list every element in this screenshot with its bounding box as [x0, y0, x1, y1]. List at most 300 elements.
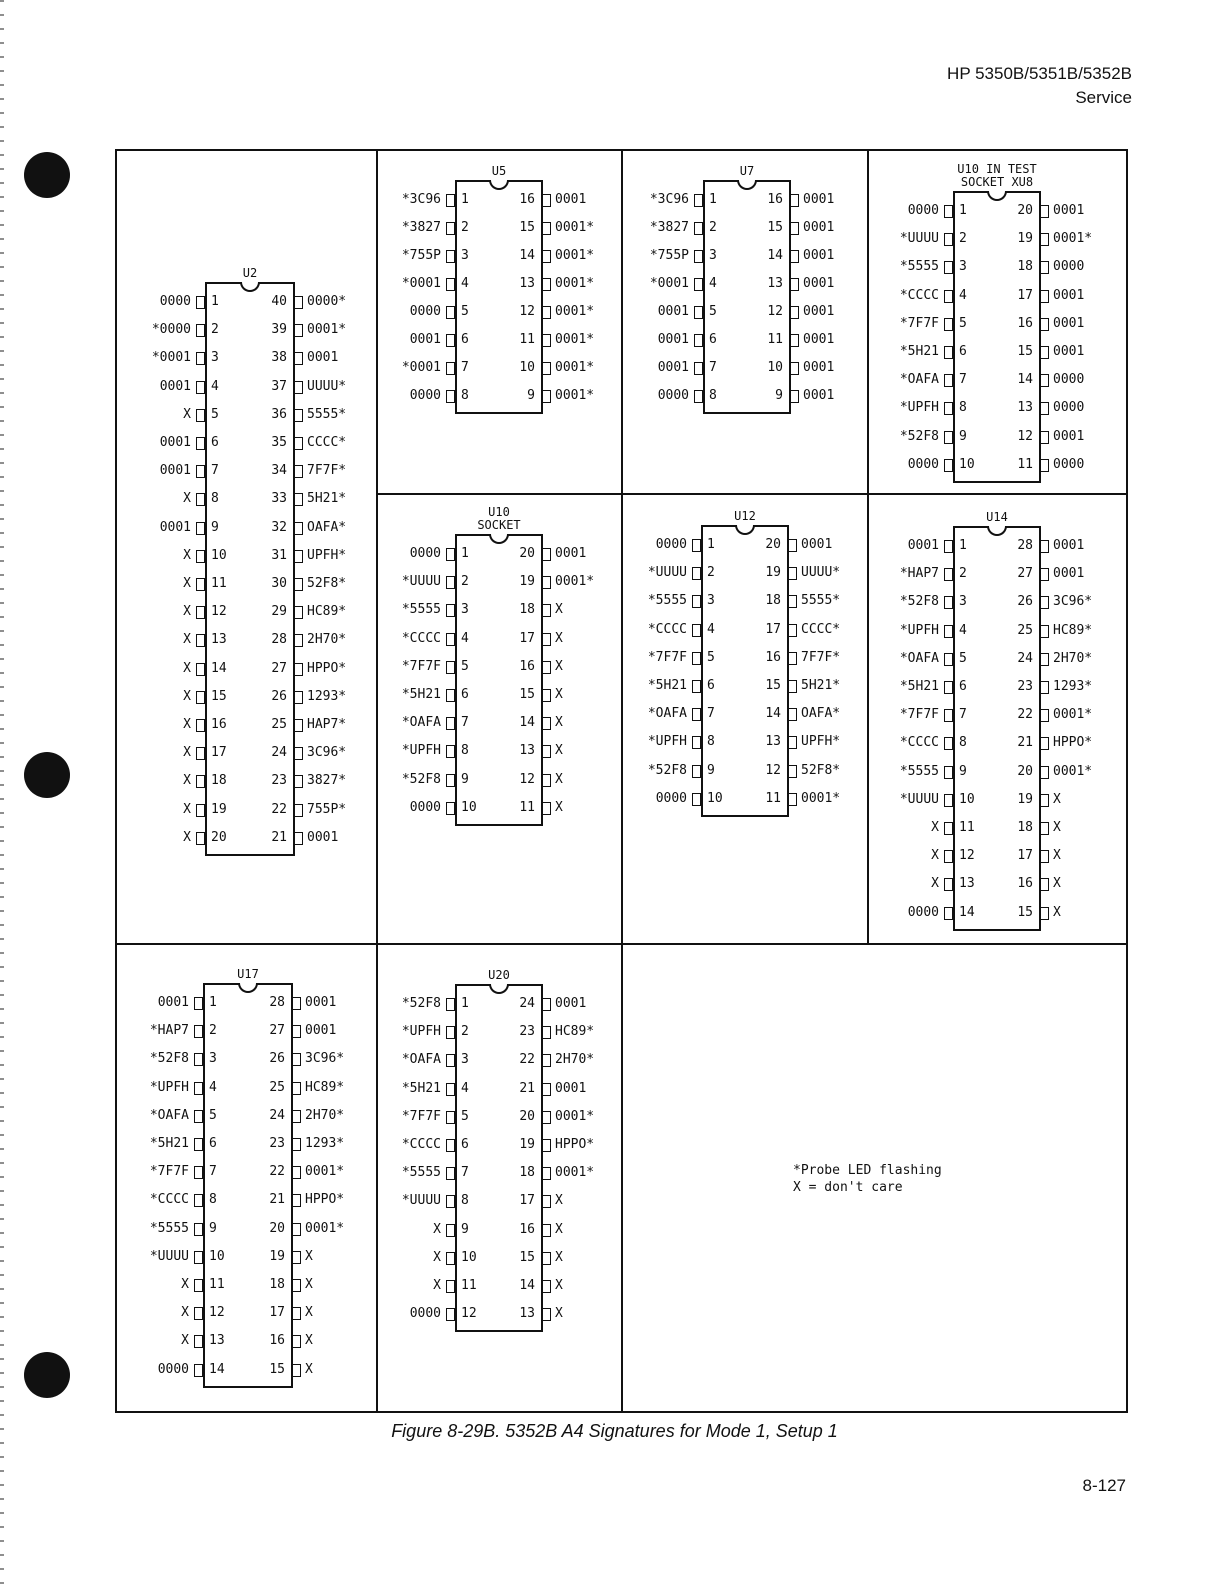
pin-box	[292, 1110, 301, 1123]
pin-number: 3	[211, 350, 219, 366]
pin-box	[1040, 290, 1049, 303]
pin-number: 9	[209, 1220, 217, 1236]
pin-box	[196, 522, 205, 535]
pin-number: 23	[269, 1136, 285, 1151]
pin-box	[294, 493, 303, 506]
ic-u17-body	[203, 983, 293, 1388]
pin-signature: X	[305, 1305, 313, 1321]
pin-signature: 3827*	[307, 773, 347, 789]
pin-signature: 0001	[1053, 344, 1085, 359]
pin-number: 4	[209, 1079, 217, 1095]
pin-number: 12	[765, 762, 781, 778]
pin-number: 1	[211, 294, 219, 309]
pin-signature: 2H70*	[307, 632, 347, 648]
pin-signature: *UPFH	[401, 743, 441, 759]
pin-signature: 0000	[657, 388, 689, 403]
pin-number: 24	[271, 745, 287, 761]
pin-signature: 0001	[305, 995, 337, 1010]
pin-signature: *7F7F	[401, 658, 441, 674]
pin-number: 18	[519, 602, 535, 618]
pin-number: 21	[269, 1192, 285, 1208]
pin-signature: *0001	[649, 276, 689, 291]
pin-number: 21	[1017, 735, 1033, 751]
pin-signature: 0001*	[801, 790, 841, 806]
pin-number: 7	[461, 715, 469, 731]
pin-signature: 0001	[1053, 203, 1085, 218]
pin-box	[446, 334, 455, 347]
pin-number: 4	[959, 622, 967, 638]
pin-signature: *OAFA	[647, 706, 687, 722]
pin-number: 11	[1017, 456, 1033, 472]
pin-signature: *OAFA	[401, 715, 441, 731]
pin-signature: 52F8*	[801, 762, 841, 778]
pin-box	[1040, 346, 1049, 359]
pin-signature: X	[183, 688, 191, 704]
pin-number: 19	[519, 574, 535, 590]
pin-box	[194, 1251, 203, 1264]
pin-number: 21	[519, 1080, 535, 1096]
pin-signature: 0001*	[305, 1220, 345, 1236]
grid-divider	[867, 150, 869, 944]
pin-signature: *5H21	[899, 344, 939, 359]
pin-signature: 0000	[1053, 372, 1085, 388]
ic-u7-body	[703, 180, 791, 414]
pin-number: 9	[775, 388, 783, 403]
pin-number: 13	[959, 876, 975, 892]
pin-box	[1040, 850, 1049, 863]
pin-number: 25	[269, 1079, 285, 1095]
pin-box	[196, 465, 205, 478]
pin-signature: 3C96*	[307, 745, 347, 761]
pin-box	[692, 624, 701, 637]
pin-number: 27	[269, 1023, 285, 1039]
pin-box	[542, 689, 551, 702]
pin-number: 5	[211, 406, 219, 422]
pin-number: 12	[519, 771, 535, 787]
pin-box	[542, 1195, 551, 1208]
pin-signature: X	[555, 1221, 563, 1237]
pin-box	[542, 1167, 551, 1180]
pin-number: 15	[269, 1361, 285, 1377]
pin-signature: *52F8	[401, 771, 441, 787]
pin-signature: 0001	[555, 996, 587, 1011]
pin-number: 9	[959, 428, 967, 444]
pin-box	[446, 1139, 455, 1152]
pin-signature: *7F7F	[149, 1164, 189, 1180]
pin-number: 1	[461, 996, 469, 1011]
pin-box	[1040, 709, 1049, 722]
pin-number: 7	[211, 463, 219, 479]
pin-signature: 0001	[803, 220, 835, 235]
pin-box	[292, 1223, 301, 1236]
pin-box	[944, 681, 953, 694]
pin-box	[446, 362, 455, 375]
pin-box	[944, 290, 953, 303]
pin-signature: *5555	[899, 763, 939, 779]
pin-signature: 0001	[157, 995, 189, 1010]
pin-signature: *52F8	[899, 428, 939, 444]
pin-signature: X	[931, 848, 939, 864]
pin-signature: *5555	[401, 1165, 441, 1181]
pin-box	[292, 1166, 301, 1179]
pin-signature: *CCCC	[899, 287, 939, 303]
pin-box	[542, 1139, 551, 1152]
pin-number: 15	[519, 687, 535, 702]
pin-box	[692, 567, 701, 580]
pin-signature: 0001	[555, 192, 587, 207]
pin-box	[1040, 540, 1049, 553]
pin-signature: *5H21	[401, 687, 441, 702]
pin-signature: 0001*	[305, 1164, 345, 1180]
pin-number: 8	[461, 388, 469, 403]
pin-box	[292, 1364, 301, 1377]
pin-number: 30	[271, 576, 287, 591]
pin-box	[446, 390, 455, 403]
pin-number: 8	[211, 491, 219, 507]
pin-box	[542, 1054, 551, 1067]
pin-signature: X	[181, 1277, 189, 1292]
pin-box	[1040, 737, 1049, 750]
pin-signature: 0001*	[1053, 707, 1093, 723]
pin-number: 13	[209, 1333, 225, 1349]
pin-signature: 0001*	[555, 276, 595, 291]
pin-box	[788, 793, 797, 806]
pin-signature: *UUUU	[647, 565, 687, 581]
pin-number: 35	[271, 435, 287, 450]
pin-number: 31	[271, 547, 287, 563]
pin-signature: *5H21	[647, 678, 687, 693]
pin-number: 4	[707, 621, 715, 637]
pin-signature: *52F8	[149, 1051, 189, 1067]
pin-signature: 0000	[159, 294, 191, 309]
pin-number: 1	[209, 995, 217, 1010]
pin-box	[196, 691, 205, 704]
pin-signature: *7F7F	[899, 707, 939, 723]
pin-signature: *5555	[149, 1220, 189, 1236]
pin-signature: X	[555, 743, 563, 759]
pin-number: 13	[211, 632, 227, 648]
ic-u17-label: U17	[237, 967, 259, 981]
pin-signature: 0001	[305, 1023, 337, 1039]
pin-number: 5	[959, 315, 967, 331]
pin-signature: 0001	[657, 332, 689, 347]
pin-box	[1040, 681, 1049, 694]
pin-signature: 0000	[907, 203, 939, 218]
pin-number: 4	[461, 276, 469, 291]
pin-box	[790, 390, 799, 403]
pin-number: 5	[461, 658, 469, 674]
pin-signature: *52F8	[899, 594, 939, 610]
pin-number: 15	[1017, 904, 1033, 920]
pin-box	[446, 1308, 455, 1321]
pin-number: 32	[271, 519, 287, 535]
pin-box	[194, 1166, 203, 1179]
ic-u7-notch	[737, 180, 757, 190]
pin-box	[194, 1053, 203, 1066]
grid-divider	[376, 150, 378, 1412]
pin-box	[692, 736, 701, 749]
pin-signature: *UPFH	[401, 1024, 441, 1040]
pin-box	[196, 775, 205, 788]
pin-signature: *5555	[401, 602, 441, 618]
pin-box	[694, 278, 703, 291]
pin-number: 2	[959, 231, 967, 247]
pin-box	[446, 548, 455, 561]
pin-box	[692, 793, 701, 806]
pin-box	[1040, 822, 1049, 835]
pin-signature: *HAP7	[899, 566, 939, 582]
pin-box	[446, 1195, 455, 1208]
pin-box	[1040, 568, 1049, 581]
pin-number: 5	[959, 650, 967, 666]
pin-signature: 0000	[1053, 400, 1085, 416]
page-edge-marks	[0, 0, 4, 1584]
pin-box	[446, 604, 455, 617]
pin-signature: UUUU*	[307, 378, 347, 394]
pin-number: 8	[709, 388, 717, 403]
pin-box	[788, 567, 797, 580]
pin-number: 9	[461, 1221, 469, 1237]
pin-signature: 0001	[803, 388, 835, 403]
pin-signature: *52F8	[401, 996, 441, 1011]
pin-signature: HPPO*	[307, 660, 347, 676]
pin-signature: 0001	[803, 332, 835, 347]
pin-number: 9	[211, 519, 219, 535]
pin-signature: 5555*	[307, 406, 347, 422]
pin-signature: 0000	[655, 790, 687, 806]
pin-signature: 52F8*	[307, 576, 347, 591]
pin-signature: 0000	[157, 1361, 189, 1377]
pin-number: 15	[1017, 344, 1033, 359]
pin-box	[292, 1307, 301, 1320]
pin-signature: *5H21	[899, 679, 939, 694]
pin-box	[788, 765, 797, 778]
pin-signature: 0001*	[555, 332, 595, 347]
pin-number: 13	[519, 276, 535, 291]
pin-signature: *3827	[649, 220, 689, 235]
pin-box	[944, 766, 953, 779]
pin-box	[196, 409, 205, 422]
pin-number: 14	[767, 248, 783, 263]
pin-box	[1040, 431, 1049, 444]
pin-number: 2	[707, 565, 715, 581]
pin-number: 17	[1017, 848, 1033, 864]
pin-signature: X	[555, 630, 563, 646]
pin-signature: X	[1053, 904, 1061, 920]
pin-box	[446, 250, 455, 263]
pin-number: 11	[959, 820, 975, 835]
pin-box	[944, 822, 953, 835]
pin-signature: *CCCC	[647, 621, 687, 637]
pin-number: 4	[709, 276, 717, 291]
pin-signature: 0001*	[555, 1108, 595, 1124]
pin-box	[446, 1280, 455, 1293]
pin-box	[694, 334, 703, 347]
grid-divider	[377, 493, 1127, 495]
pin-box	[542, 1083, 551, 1096]
pin-number: 1	[959, 203, 967, 218]
pin-box	[294, 804, 303, 817]
pin-box	[1040, 205, 1049, 218]
pin-signature: 0001	[159, 378, 191, 394]
pin-number: 18	[211, 773, 227, 789]
header-section: Service	[1075, 88, 1132, 107]
pin-signature: *UPFH	[647, 734, 687, 750]
pin-number: 20	[1017, 763, 1033, 779]
pin-signature: *OAFA	[149, 1107, 189, 1123]
pin-number: 11	[209, 1277, 225, 1292]
pin-box	[542, 548, 551, 561]
pin-signature: 0001	[555, 1080, 587, 1096]
pin-number: 7	[959, 372, 967, 388]
pin-box	[1040, 596, 1049, 609]
binder-hole-top	[24, 152, 70, 198]
pin-number: 11	[519, 799, 535, 815]
ic-u17-notch	[238, 983, 258, 993]
pin-number: 5	[461, 1108, 469, 1124]
pin-signature: 0001	[801, 537, 833, 552]
pin-number: 1	[707, 537, 715, 552]
pin-number: 14	[959, 904, 975, 920]
pin-box	[944, 318, 953, 331]
pin-box	[542, 717, 551, 730]
pin-box	[446, 1054, 455, 1067]
pin-box	[692, 539, 701, 552]
pin-box	[196, 324, 205, 337]
pin-number: 8	[707, 734, 715, 750]
pin-number: 4	[461, 1080, 469, 1096]
pin-signature: 7F7F*	[801, 649, 841, 665]
ic-u5-notch	[489, 180, 509, 190]
pin-number: 3	[209, 1051, 217, 1067]
pin-signature: *52F8	[647, 762, 687, 778]
pin-box	[542, 1280, 551, 1293]
pin-number: 12	[767, 304, 783, 319]
pin-signature: 0001*	[1053, 231, 1093, 247]
pin-number: 16	[1017, 876, 1033, 892]
pin-signature: X	[555, 1193, 563, 1209]
pin-signature: X	[183, 773, 191, 789]
pin-box	[542, 334, 551, 347]
pin-box	[196, 719, 205, 732]
pin-signature: *UUUU	[401, 1193, 441, 1209]
pin-signature: 0001*	[307, 322, 347, 338]
pin-box	[692, 765, 701, 778]
pin-signature: *UPFH	[149, 1079, 189, 1095]
pin-box	[292, 1335, 301, 1348]
pin-number: 18	[1017, 259, 1033, 275]
pin-number: 13	[519, 1306, 535, 1322]
pin-number: 40	[271, 294, 287, 309]
pin-box	[196, 296, 205, 309]
pin-box	[446, 1252, 455, 1265]
pin-number: 16	[767, 192, 783, 207]
pin-number: 14	[519, 248, 535, 263]
pin-box	[944, 709, 953, 722]
pin-number: 7	[707, 706, 715, 722]
pin-signature: *HAP7	[149, 1023, 189, 1039]
pin-signature: 0000	[1053, 456, 1085, 472]
pin-box	[294, 691, 303, 704]
pin-number: 11	[519, 332, 535, 347]
pin-box	[788, 624, 797, 637]
pin-signature: 0001	[307, 350, 339, 366]
pin-signature: 0001	[1053, 566, 1085, 582]
pin-signature: X	[555, 1249, 563, 1265]
pin-signature: 0001*	[555, 248, 595, 263]
pin-number: 6	[707, 678, 715, 693]
pin-box	[944, 261, 953, 274]
pin-signature: *5H21	[149, 1136, 189, 1151]
pin-signature: *OAFA	[899, 650, 939, 666]
ic-u20-label: U20	[488, 968, 510, 982]
pin-number: 14	[211, 660, 227, 676]
pin-signature: 3C96*	[1053, 594, 1093, 610]
pin-number: 2	[211, 322, 219, 338]
pin-number: 10	[707, 790, 723, 806]
pin-signature: *5H21	[401, 1080, 441, 1096]
pin-box	[944, 374, 953, 387]
pin-signature: *3C96	[649, 192, 689, 207]
pin-signature: *CCCC	[149, 1192, 189, 1208]
pin-signature: X	[931, 876, 939, 892]
pin-number: 20	[211, 829, 227, 845]
pin-signature: 0001	[803, 192, 835, 207]
pin-signature: 2H70*	[305, 1107, 345, 1123]
pin-signature: *UPFH	[899, 622, 939, 638]
pin-signature: 755P*	[307, 801, 347, 817]
pin-box	[542, 998, 551, 1011]
pin-signature: *3827	[401, 220, 441, 235]
pin-box	[196, 381, 205, 394]
pin-box	[944, 625, 953, 638]
pin-box	[542, 774, 551, 787]
pin-number: 22	[271, 801, 287, 817]
pin-number: 28	[269, 995, 285, 1010]
pin-box	[542, 194, 551, 207]
pin-number: 29	[271, 604, 287, 620]
pin-box	[292, 1251, 301, 1264]
pin-number: 17	[211, 745, 227, 761]
pin-box	[292, 997, 301, 1010]
pin-number: 19	[765, 565, 781, 581]
pin-number: 16	[519, 1221, 535, 1237]
pin-signature: X	[305, 1333, 313, 1349]
pin-number: 3	[959, 594, 967, 610]
pin-box	[446, 1026, 455, 1039]
pin-signature: HC89*	[555, 1024, 595, 1040]
pin-signature: CCCC*	[801, 621, 841, 637]
pin-number: 11	[211, 576, 227, 591]
pin-signature: 0001	[159, 463, 191, 479]
pin-number: 12	[519, 304, 535, 319]
pin-number: 12	[211, 604, 227, 620]
pin-number: 15	[519, 220, 535, 235]
pin-signature: X	[183, 491, 191, 507]
pin-box	[790, 278, 799, 291]
pin-box	[542, 1224, 551, 1237]
pin-signature: 0000	[409, 546, 441, 561]
pin-signature: 0000	[409, 1306, 441, 1322]
pin-box	[788, 736, 797, 749]
pin-box	[1040, 766, 1049, 779]
pin-box	[1040, 233, 1049, 246]
running-header	[947, 62, 1132, 110]
pin-box	[1040, 653, 1049, 666]
pin-box	[944, 850, 953, 863]
pin-signature: 0001*	[555, 388, 595, 403]
pin-signature: X	[305, 1277, 313, 1292]
